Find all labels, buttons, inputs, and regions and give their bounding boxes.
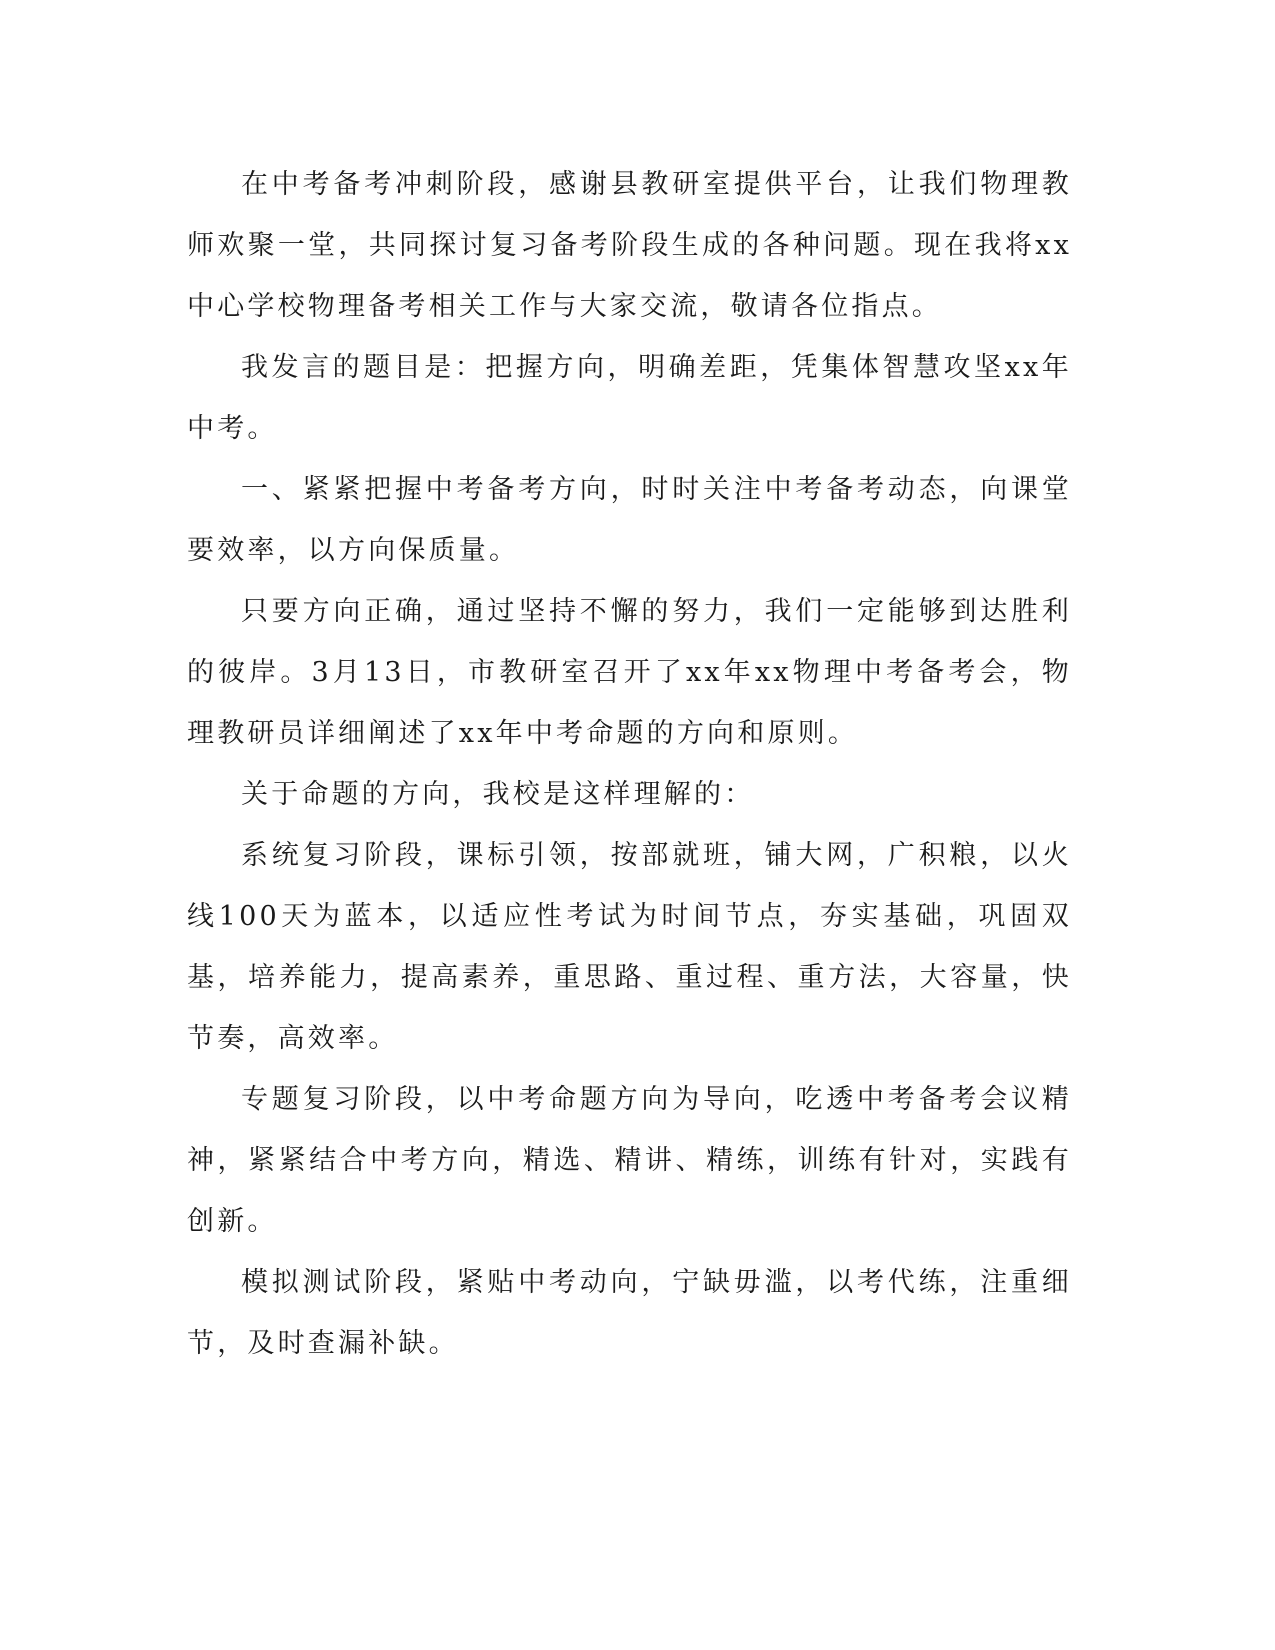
- paragraph-intro: 在中考备考冲刺阶段，感谢县教研室提供平台，让我们物理教师欢聚一堂，共同探讨复习备考阶段生成的各种问题。现在我将xx中心学校物理备考相关工作与大家交流，敬请各位指点。: [187, 169, 1072, 322]
- paragraph-understanding: 关于命题的方向，我校是这样理解的：: [241, 779, 755, 810]
- paragraph-topic: 我发言的题目是：把握方向，明确差距，凭集体智慧攻坚xx年中考。: [187, 352, 1072, 444]
- document-body: [187, 154, 1072, 1374]
- paragraph-direction: 只要方向正确，通过坚持不懈的努力，我们一定能够到达胜利的彼岸。3月13日，市教研室召开了xx年xx物理中考备考会，物理教研员详细阐述了xx年中考命题的方向和原则。: [187, 596, 1072, 749]
- paragraph-topic-review: 专题复习阶段，以中考命题方向为导向，吃透中考备考会议精神，紧紧结合中考方向，精选、精讲、精练，训练有针对，实践有创新。: [187, 1084, 1072, 1237]
- paragraph-mock-test: 模拟测试阶段，紧贴中考动向，宁缺毋滥，以考代练，注重细节，及时查漏补缺。: [187, 1267, 1072, 1359]
- paragraph-section-one-heading: 一、紧紧把握中考备考方向，时时关注中考备考动态，向课堂要效率，以方向保质量。: [187, 474, 1072, 566]
- paragraph-systematic-review: 系统复习阶段，课标引领，按部就班，铺大网，广积粮，以火线100天为蓝本，以适应性考试为时间节点，夯实基础，巩固双基，培养能力，提高素养，重思路、重过程、重方法，大容量，快节奏，高效率。: [187, 840, 1072, 1054]
